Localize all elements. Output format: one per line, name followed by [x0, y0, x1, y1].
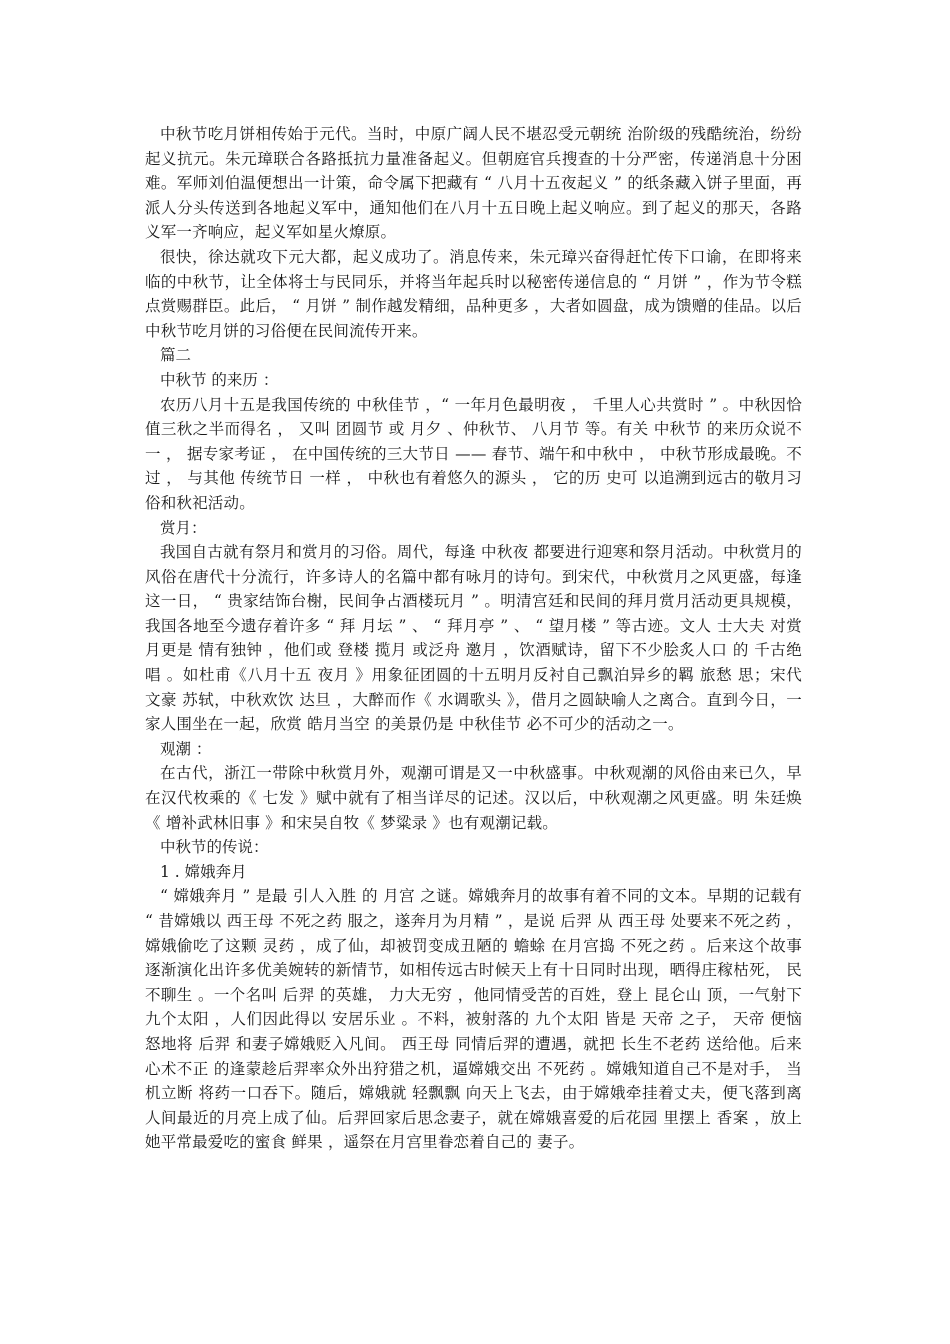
paragraph-mooncake-spread: 很快，徐达就攻下元大都，起义成功了。消息传来，朱元璋兴奋得赶忙传下口谕，在即将来临的中秋节，让全体将士与民同乐，并将当年起兵时以秘密传递信息的 “ 月饼 ” ，作为节令糕点赏赐群臣。此后， “ 月饼 ” 制作越发精细，品种更多 ，大者如圆盘，成为馈赠的佳品。以后中秋节吃月饼的习俗便在民间流传开来。: [145, 247, 802, 340]
heading-tide-watching: 观潮 ：: [160, 739, 212, 758]
paragraph-festival-history: 农历八月十五是我国传统的 中秋佳节 ，“ 一年月色最明夜 ， 千里人心共赏时 ” 。中秋因恰值三秋之半而得名 ， 又叫 团圆节 或 月夕 、仲秋节、 八月节 等。有关 中秋节 的来历众说不一 ， 据专家考证 ， 在中国传统的三大节日 —— 春节、端午和中秋中 ， 中秋节形成最晚。不过 ， 与其他 传统节日 一样 ， 中秋也有着悠久的源头 ， 它的历 史可 以追溯到远古的敬月习俗和秋祀活动。: [145, 395, 802, 512]
paragraph-tide-watching: 在古代，浙江一带除中秋赏月外，观潮可谓是又一中秋盛事。中秋观潮的风俗由来已久，早在汉代枚乘的《 七发 》赋中就有了相当详尽的记述。汉以后，中秋观潮之风更盛。明 朱廷焕《 增补武林旧事 》和宋吴自牧《 梦粱录 》也有观潮记载。: [145, 764, 802, 832]
heading-legends: 中秋节的传说：: [160, 838, 269, 857]
paragraph-mooncake-origin: 中秋节吃月饼相传始于元代。当时，中原广阔人民不堪忍受元朝统 治阶级的残酷统治，纷纷起义抗元。朱元璋联合各路抵抗力量准备起义。但朝庭官兵搜查的十分严密，传递消息十分困难。军师刘伯温便想出一计策，命令属下把藏有 “ 八月十五夜起义 ” 的纸条藏入饼子里面，再派人分头传送到各地起义军中，通知他们在八月十五日晚上起义响应。到了起义的那天，各路义军一齐响应，起义军如星火燎原。: [145, 125, 802, 242]
paragraph-moon-viewing: 我国自古就有祭月和赏月的习俗。周代，每逢 中秋夜 都要进行迎寒和祭月活动。中秋赏月的风俗在唐代十分流行，许多诗人的名篇中都有咏月的诗句。到宋代，中秋赏月之风更盛，每逢这一日， “ 贵家结饰台榭，民间争占酒楼玩月 ” 。明清宫廷和民间的拜月赏月活动更具规模，我国各地至今遗存着许多 “ 拜 月坛 ” 、 “ 拜月亭 ” 、 “ 望月楼 ” 等古迹。文人 士大夫 对赏月更是 情有独钟 ，他们或 登楼 揽月 或泛舟 邀月 ，饮酒赋诗，留下不少脍炙人口 的 千古绝唱 。如杜甫《八月十五 夜月 》用象征团圆的十五明月反衬自己飘泊异乡的羁 旅愁 思；宋代 文豪 苏轼，中秋欢饮 达旦 ，大醉而作《 水调歌头 》，借月之圆缺喻人之离合。直到今日，一家人围坐在一起，欣赏 皓月当空 的美景仍是 中秋佳节 必不可少的活动之一。: [145, 543, 802, 734]
heading-moon-viewing: 赏月：: [160, 518, 207, 537]
heading-festival-history: 中秋节 的来历 ：: [160, 370, 279, 389]
document-body: [145, 122, 802, 1155]
paragraph-change-e-legend: “ 嫦娥奔月 ” 是最 引人入胜 的 月宫 之谜。嫦娥奔月的故事有着不同的文本。早期的记载有 “ 昔嫦娥以 西王母 不死之药 服之，遂奔月为月精 ” ，是说 后羿 从 西王母 处要来不死之药 ，嫦娥偷吃了这颗 灵药 ，成了仙，却被罚变成丑陋的 蟾蜍 在月宫捣 不死之药 。后来这个故事逐渐演化出许多优美婉转的新情节，如相传远古时候天上有十日同时出现，晒得庄稼枯死， 民不聊生 。一个名叫 后羿 的英雄， 力大无穷 ，他同情受苦的百姓，登上 昆仑山 顶，一气射下 九个太阳 ，人们因此得以 安居乐业 。不料，被射落的 九个太阳 皆是 天帝 之子， 天帝 便恼怒地将 后羿 和妻子嫦娥贬入凡间。 西王母 同情后羿的遭遇，就把 长生不老药 送给他。后来 心术不正 的逢蒙趁后羿率众外出狩猎之机，逼嫦娥交出 不死药 。嫦娥知道自己不是对手， 当机立断 将药一口吞下。随后，嫦娥就 轻飘飘 向天上飞去，由于嫦娥牵挂着丈夫，便飞落到离人间最近的月亮上成了仙。后羿回家后思念妻子，就在嫦娥喜爱的后花园 里摆上 香案 ，放上她平常最爱吃的蜜食 鲜果 ，遥祭在月宫里眷恋着自己的 妻子。: [145, 887, 802, 1152]
heading-legend-change-e: 1 . 嫦娥奔月: [160, 862, 247, 881]
heading-part-two: 篇二: [160, 346, 192, 365]
